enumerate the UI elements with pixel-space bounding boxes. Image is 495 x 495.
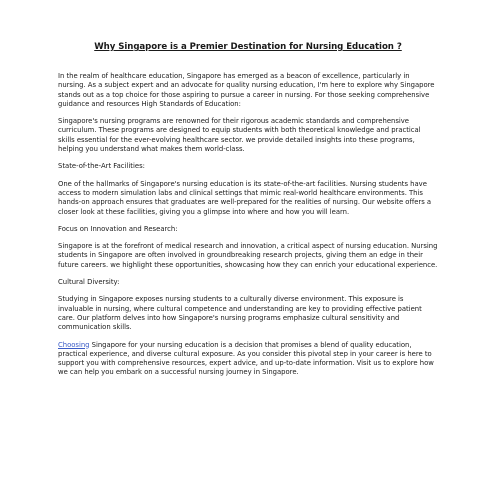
diversity-heading: Cultural Diversity: [58, 278, 120, 287]
closing-text: Singapore for your nursing education is a decision that promises a blend of quality education, practical experience, and diverse cultural exposure. As you consider this pivotal step in your career is here to support you with comprehensive resources, expert advice, and up-to-date information. Visit us to explore how we can help you embark on a successful nursing journey in Singapore. [58, 340, 434, 377]
diversity-paragraph: Studying in Singapore exposes nursing students to a culturally diverse environment. This exposure is invaluable in nursing, where cultural competence and understanding are key to providing effective patient care. Our platform delves into how Singapore's nursing programs emphasize cultural sensitivity and communication skills. [58, 295, 422, 332]
standards-paragraph: Singapore's nursing programs are renowned for their rigorous academic standards and comprehensive curriculum. These programs are designed to equip students with both theoretical knowledge and practical skills essential for the ever-evolving healthcare sector. we provide detailed insights into these programs, helping you understand what makes them world-class. [58, 117, 421, 154]
document-page [58, 42, 438, 386]
intro-paragraph: In the realm of healthcare education, Singapore has emerged as a beacon of excellence, particularly in nursing. As a subject expert and an advocate for quality nursing education, I'm here to explore why Singapore stands out as a top choice for those aspiring to pursue a career in nursing. For those seeking comprehensive guidance and resources High Standards of Education: [58, 72, 435, 108]
choosing-link[interactable]: Choosing [58, 340, 90, 349]
research-paragraph: Singapore is at the forefront of medical research and innovation, a critical aspect of nursing education. Nursing students in Singapore are often involved in groundbreaking research projects, giving them an edge in their future careers. we highlight these opportunities, showcasing how they can enrich your educational experience. [58, 242, 438, 269]
facilities-heading: State-of-the-Art Facilities: [58, 162, 145, 171]
research-heading: Focus on Innovation and Research: [58, 224, 178, 233]
document-title: Why Singapore is a Premier Destination for Nursing Education ? [94, 42, 402, 52]
facilities-paragraph: One of the hallmarks of Singapore's nursing education is its state-of-the-art facilities. Nursing students have access to modern simulation labs and clinical settings that mimic real-world healthcare environments. This hands-on approach ensures that graduates are well-prepared for the realities of nursing. Our website offers a closer look at these facilities, giving you a glimpse into where and how you will learn. [58, 179, 432, 216]
closing-paragraph [58, 341, 438, 378]
